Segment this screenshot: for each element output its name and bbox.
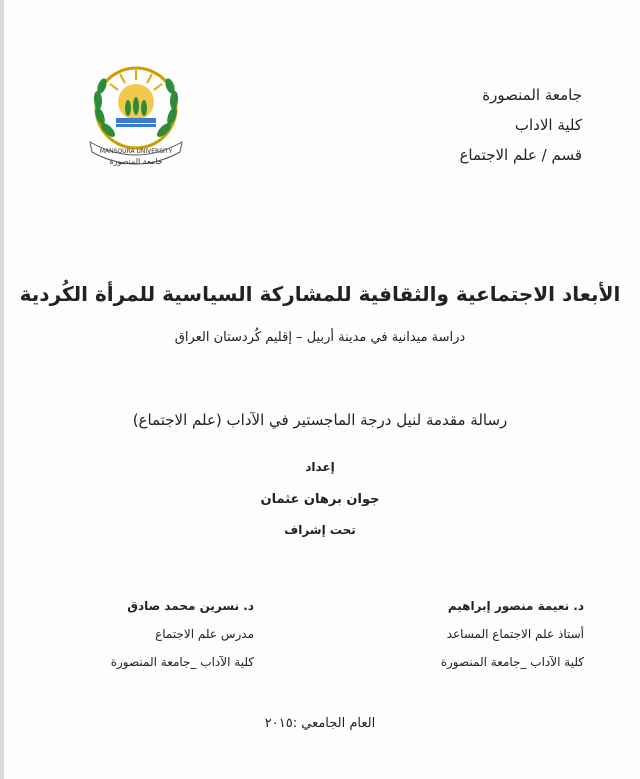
academic-year: العام الجامعي :٢٠١٥ xyxy=(264,716,376,731)
supervisor-affiliation: كلية الآداب _جامعة المنصورة xyxy=(110,655,254,669)
supervision-label: تحت إشراف xyxy=(284,523,356,537)
supervisor-title: مدرس علم الاجتماع xyxy=(155,627,254,641)
department-name: قسم / علم الاجتماع xyxy=(459,146,582,164)
thesis-statement: رسالة مقدمة لنيل درجة الماجستير في الآداب (علم الاجتماع) xyxy=(132,411,508,429)
supervisor-block xyxy=(111,592,254,676)
thesis-subtitle: دراسة ميدانية في مدينة أربيل – إقليم كُردستان العراق xyxy=(174,330,466,345)
supervisor-name: د. نعيمة منصور إبراهيم xyxy=(447,599,584,613)
author-name: جوان برهان عثمان xyxy=(260,492,380,507)
supervisor-title: أستاذ علم الاجتماع المساعد xyxy=(446,627,584,641)
university-logo xyxy=(80,56,192,168)
page-edge xyxy=(0,0,4,779)
supervisor-name: د. نسرين محمد صادق xyxy=(127,599,254,613)
supervisor-affiliation: كلية الآداب _جامعة المنصورة xyxy=(440,655,584,669)
faculty-name: كلية الاداب xyxy=(514,116,582,134)
university-name: جامعة المنصورة xyxy=(482,86,582,104)
prepared-by-label: إعداد xyxy=(305,460,335,474)
logo-text-en: MANSOURA UNIVERSITY xyxy=(99,148,173,155)
supervisor-block xyxy=(441,592,584,676)
university-header xyxy=(459,80,582,170)
thesis-title: الأبعاد الاجتماعية والثقافية للمشاركة السياسية للمرأة الكُردية xyxy=(19,282,621,306)
logo-text-ar: جامعة المنصورة xyxy=(109,157,163,166)
